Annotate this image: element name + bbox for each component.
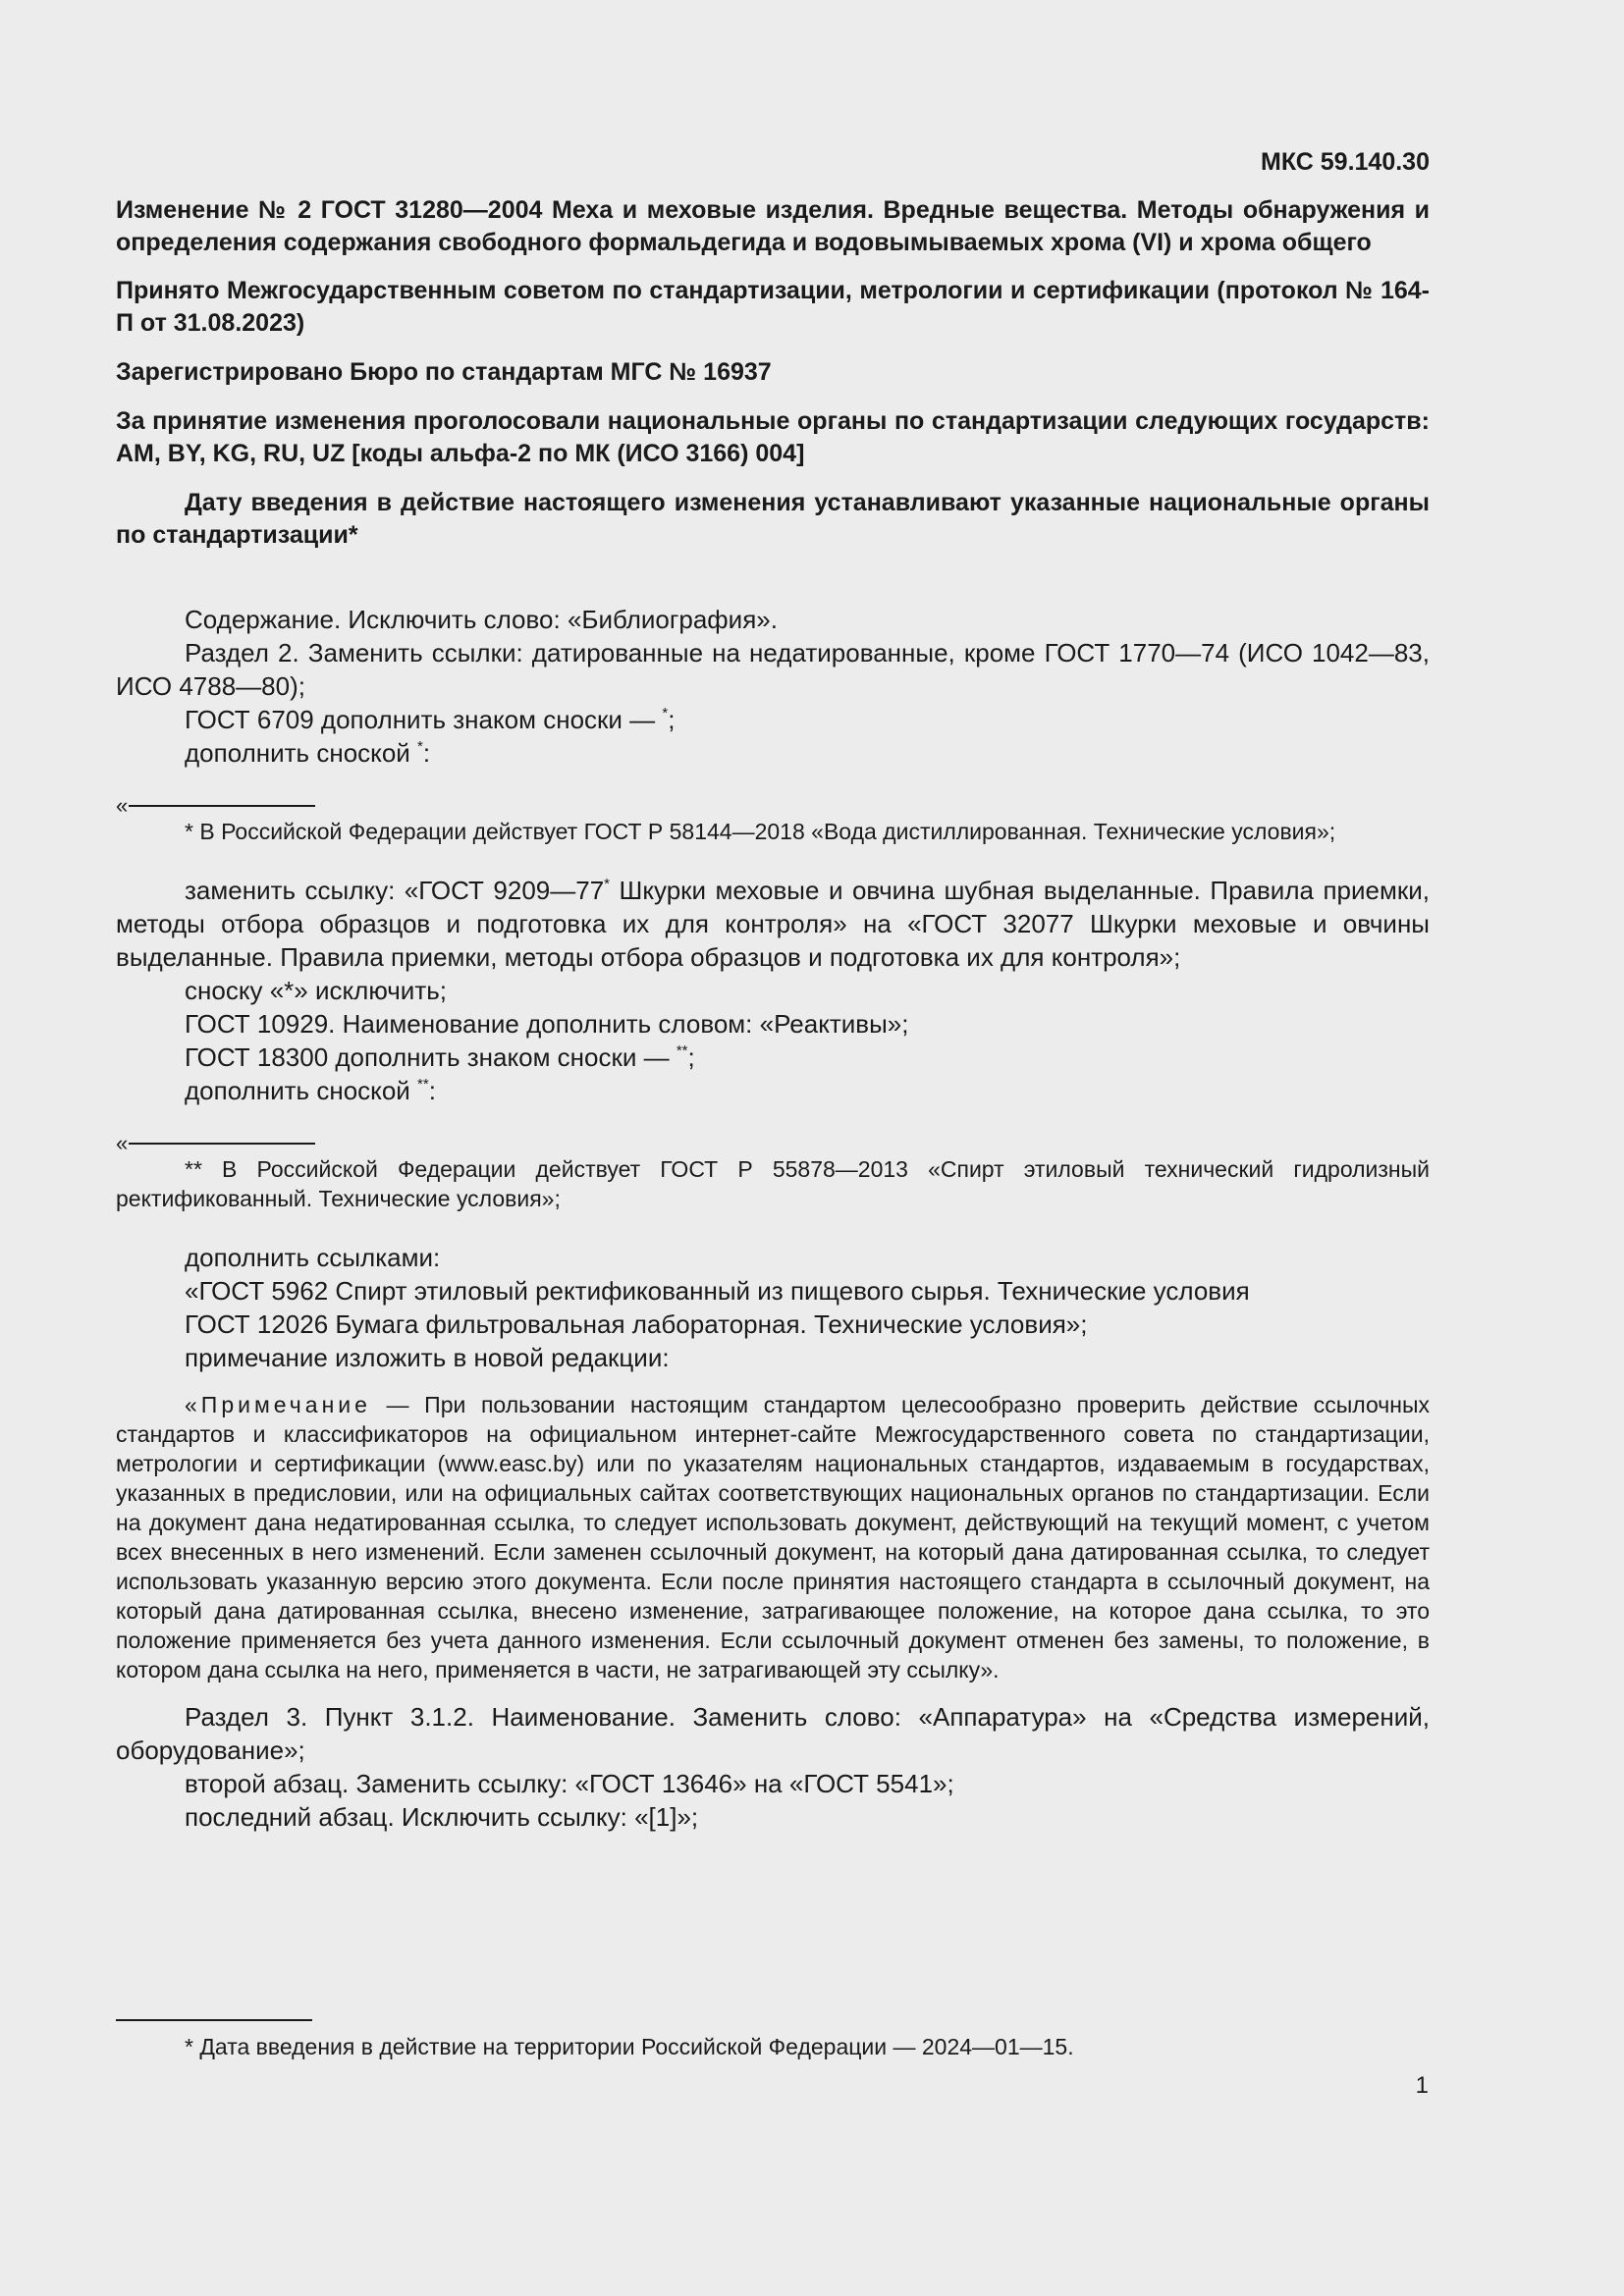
paragraph: ГОСТ 18300 дополнить знаком сноски — **; [185,1042,695,1072]
quote-mark: « [116,1131,129,1155]
page-footnote-rule [116,2019,312,2021]
note-paragraph: «Примечание — При пользовании настоящим стандартом целесообразно проверить действие ссылочных стандартов и классификаторов на официальном интернет-сайте Межгосударственного совета по стандартизации, метрологии и сертификации (www.easc.by) или по указателям национальных стандартов, издаваемым в государствах, указанных в предисловии, или на официальных сайтах соответствующих национальных органов по стандартизации. Если на документ дана недатированная ссылка, то следует использовать документ, действующий на текущий момент, с учетом всех внесенных в него изменений. Если заменен ссылочный документ, на который дана датированная ссылка, то следует использовать указанную версию этого документа. Если после принятия настоящего стандарта в ссылочный документ, на который дана датированная ссылка, внесено изменение, затрагивающее положение, на которое дана ссылка, то это положение применяется без учета данного изменения. Если ссылочный документ отменен без замены, то положение, в котором дана ссылка на него, применяется в части, не затрагивающей эту ссылку». [116,1392,1430,1682]
amendment-body [116,603,1430,1834]
quote-mark: « [116,793,129,818]
paragraph: дополнить ссылками: [185,1243,441,1272]
footnote-block [116,1131,1430,1213]
mks-code: МКС 59.140.30 [1261,148,1430,176]
footnote-rule [129,805,315,807]
accepted-by: Принято Межгосударственным советом по стандартизации, метрологии и сертификации (протокол № 164-П от 31.08.2023) [116,277,1430,337]
page-content [116,145,1430,1834]
paragraph: последний абзац. Исключить ссылку: «[1]»; [185,1802,699,1832]
paragraph: ГОСТ 12026 Бумага фильтровальная лабораторная. Технические условия»; [185,1309,1088,1339]
footnote-rule [129,1143,315,1145]
paragraph: Раздел 3. Пункт 3.1.2. Наименование. Заменить слово: «Аппаратура» на «Средства измерений, оборудование»; [116,1702,1430,1765]
paragraph: второй абзац. Заменить ссылку: «ГОСТ 13646» на «ГОСТ 5541»; [185,1769,954,1798]
paragraph: примечание изложить в новой редакции: [185,1343,670,1372]
note-label: «Примечание [185,1392,371,1417]
paragraph: сноску «*» исключить; [185,976,448,1005]
effective-date-note: Дату введения в действие настоящего изменения устанавливают указанные национальные органы по стандартизации* [116,489,1430,549]
registration: Зарегистрировано Бюро по стандартам МГС № 16937 [116,358,772,386]
paragraph: заменить ссылку: «ГОСТ 9209—77* Шкурки меховые и овчина шубная выделанные. Правила приемки, методы отбора образцов и подготовка их для контроля» на «ГОСТ 32077 Шкурки меховые и овчины выделанные. Правила приемки, методы отбора образцов и подготовка их для контроля»; [116,876,1430,972]
paragraph: «ГОСТ 5962 Спирт этиловый ректификованный из пищевого сырья. Технические условия [185,1276,1250,1306]
paragraph: ГОСТ 6709 дополнить знаком сноски — *; [185,705,676,734]
footnote-text: ** В Российской Федерации действует ГОСТ Р 55878—2013 «Спирт этиловый технический гидролизный ректификованный. Технические условия»; [116,1156,1430,1211]
page-number: 1 [1415,2072,1429,2099]
footnote-text: * В Российской Федерации действует ГОСТ Р 58144—2018 «Вода дистиллированная. Технические условия»; [185,819,1336,844]
paragraph: Раздел 2. Заменить ссылки: датированные на недатированные, кроме ГОСТ 1770—74 (ИСО 1042—83, ИСО 4788—80); [116,638,1430,701]
footnote-block [116,793,1430,846]
paragraph: дополнить сноской *: [185,738,431,768]
paragraph: ГОСТ 10929. Наименование дополнить словом: «Реактивы»; [185,1009,909,1039]
paragraph: дополнить сноской **: [185,1076,436,1105]
voting-states: За принятие изменения проголосовали национальные органы по стандартизации следующих государств: AM, BY, KG, RU, UZ [коды альфа-2 по МК (ИСО 3166) 004] [116,407,1430,467]
page-footnote: * Дата введения в действие на территории Российской Федерации — 2024—01—15. [185,2034,1074,2059]
paragraph: Содержание. Исключить слово: «Библиография». [185,605,778,634]
amendment-title: Изменение № 2 ГОСТ 31280—2004 Меха и меховые изделия. Вредные вещества. Методы обнаружения и определения содержания свободного формальдегида и водовымываемых хрома (VI) и хрома общего [116,196,1430,256]
